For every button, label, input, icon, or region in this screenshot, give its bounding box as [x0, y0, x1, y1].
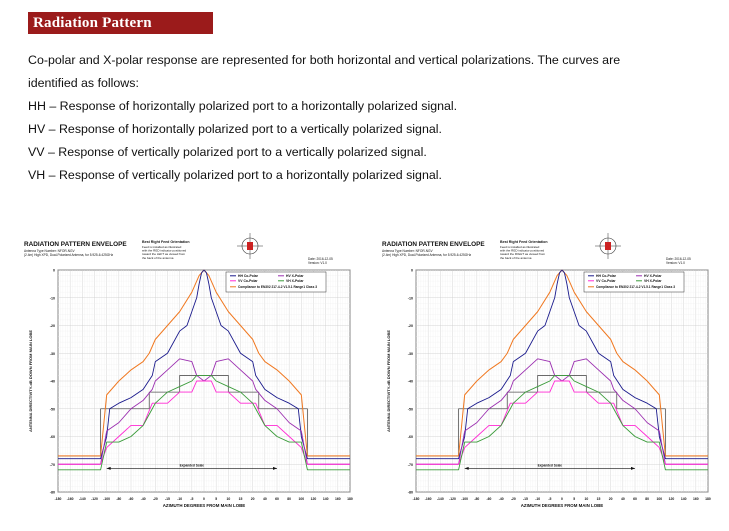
y-tick-label: -70 [407, 462, 413, 467]
x-tick-label: -15 [165, 497, 170, 501]
x-tick-label: 120 [310, 497, 317, 501]
x-tick-label: 20 [250, 497, 255, 501]
x-tick-label: 40 [262, 497, 267, 501]
x-axis-label: AZIMUTH DEGREES FROM MAIN LOBE [162, 503, 246, 508]
y-tick-label: -50 [49, 407, 55, 412]
orientation-line: Feed is installed as illustrated [142, 245, 182, 249]
y-tick-label: -20 [49, 324, 55, 328]
intro-line: identified as follows: [28, 76, 139, 90]
x-tick-label: 10 [584, 497, 589, 501]
legend-compliance: Compliance to EN302 217-4-2 V1.5.1 Range1 Class 3 [596, 285, 676, 289]
chart-svg [22, 228, 360, 510]
legend-label-hh: HH Co-Polar [596, 274, 616, 278]
x-tick-label: -180 [54, 497, 62, 501]
x-tick-label: -100 [103, 497, 111, 501]
x-tick-label: 60 [633, 497, 637, 501]
x-tick-label: 100 [298, 497, 305, 501]
y-tick-label: -60 [49, 435, 55, 439]
chart-subtitle: (2.4m) High XPD, Dual-Polarized Antenna, for 5.925-6.425GHz [24, 253, 114, 257]
intro-line-vh: VH – Response of vertically polarized port to a horizontally polarized signal. [28, 168, 442, 182]
intro-line: Co-polar and X-polar response are represented for both horizontal and vertical polarizations. The curves are [28, 53, 621, 67]
orientation-title: Best Right Feed Orientation [142, 240, 190, 244]
x-tick-label: 140 [680, 497, 687, 501]
x-tick-label: 140 [322, 497, 329, 501]
x-tick-label: -160 [424, 497, 432, 501]
y-tick-label: -10 [49, 296, 55, 301]
x-tick-label: -80 [116, 497, 122, 501]
x-tick-label: -180 [412, 497, 420, 501]
x-tick-label: -120 [449, 497, 456, 501]
x-tick-label: 0 [561, 497, 563, 501]
section-title: Radiation Pattern Envelope [28, 12, 213, 34]
x-tick-label: 180 [705, 497, 711, 501]
chart-subtitle: Antenna Type Number: NFOR-NGV [382, 249, 433, 253]
y-tick-label: -60 [407, 435, 413, 439]
x-tick-label: 80 [645, 497, 650, 501]
y-tick-label: -70 [49, 462, 55, 467]
x-tick-label: -10 [177, 497, 183, 501]
x-tick-label: 0 [203, 497, 205, 501]
x-tick-label: -160 [66, 497, 74, 501]
x-tick-label: 120 [668, 497, 675, 501]
x-tick-label: -5 [548, 497, 552, 501]
x-tick-label: 15 [238, 497, 243, 501]
y-axis-label: ANTENNA DIRECTIVITY-dB DOWN FROM MAIN LOBE [386, 329, 391, 433]
y-tick-label: -30 [407, 351, 413, 356]
y-tick-label: -40 [407, 379, 413, 384]
intro-line-vv: VV – Response of vertically polarized port to a vertically polarized signal. [28, 145, 427, 159]
x-tick-label: -40 [140, 497, 146, 501]
x-tick-label: 40 [620, 497, 625, 501]
y-tick-label: -80 [49, 490, 55, 495]
x-tick-label: -120 [91, 497, 98, 501]
intro-line-hv: HV – Response of horizontally polarized port to a vertically polarized signal. [28, 122, 442, 136]
feed-orientation-icon [237, 233, 263, 259]
x-tick-label: 160 [692, 497, 699, 501]
x-tick-label: 5 [215, 497, 218, 501]
legend-compliance: Compliance to EN302 217-4-2 V1.5.1 Range1 Class 3 [238, 285, 318, 289]
feed-orientation-icon [595, 233, 621, 259]
chart-title: RADIATION PATTERN ENVELOPE [382, 241, 485, 248]
feed-indicator [247, 242, 253, 250]
legend-label-hh: HH Co-Polar [238, 274, 258, 278]
legend [584, 272, 684, 292]
intro-text [28, 49, 698, 187]
orientation-line: with the RED indicator positioned [142, 248, 187, 253]
x-tick-label: -140 [436, 497, 444, 501]
x-tick-label: -60 [486, 497, 492, 501]
x-tick-label: -20 [152, 497, 158, 501]
y-tick-label: 0 [53, 268, 55, 273]
x-tick-label: -40 [498, 497, 504, 501]
legend-label-vv: VV Co-Polar [596, 279, 616, 283]
legend [226, 272, 326, 292]
chart-subtitle: Antenna Type Number: NFOR-NGV [24, 249, 75, 253]
y-tick-label: 0 [411, 268, 413, 273]
orientation-title: Best Right Feed Orientation [500, 240, 548, 244]
y-tick-label: -40 [49, 379, 55, 384]
chart-version: Version: V1.0 [666, 261, 685, 265]
x-tick-label: -15 [523, 497, 528, 501]
chart-date: Date: 2016-12-05 [308, 257, 333, 261]
x-tick-label: -80 [474, 497, 480, 501]
x-tick-label: 160 [334, 497, 341, 501]
orientation-line: toward the LEFT as viewed from [142, 252, 186, 257]
y-axis-label: ANTENNA DIRECTIVITY-dB DOWN FROM MAIN LOBE [28, 329, 33, 433]
x-tick-label: 5 [573, 497, 576, 501]
y-tick-label: -10 [407, 296, 413, 301]
intro-line-hh: HH – Response of horizontally polarized port to a horizontally polarized signal. [28, 99, 458, 113]
legend-label-hv: HV X-Polar [644, 274, 662, 278]
x-tick-label: 80 [287, 497, 292, 501]
orientation-line: Feed is installed as illustrated [500, 245, 540, 249]
x-tick-label: -140 [78, 497, 86, 501]
chart-version: Version: V1.0 [308, 261, 327, 265]
legend-label-vv: VV Co-Polar [238, 279, 258, 283]
x-tick-label: 10 [226, 497, 231, 501]
y-tick-label: -80 [407, 490, 413, 495]
chart-title: RADIATION PATTERN ENVELOPE [24, 241, 127, 248]
chart-date: Date: 2016-12-05 [666, 257, 691, 261]
expanded-scale-label: Expanded Scale [537, 463, 563, 468]
x-axis-label: AZIMUTH DEGREES FROM MAIN LOBE [520, 503, 604, 508]
legend-label-vh: VH X-Polar [644, 279, 662, 283]
radiation-pattern-chart-left [22, 228, 360, 510]
y-tick-label: -50 [407, 407, 413, 412]
feed-indicator [605, 242, 611, 250]
x-tick-label: 180 [347, 497, 353, 501]
x-tick-label: 60 [275, 497, 279, 501]
legend-label-hv: HV X-Polar [286, 274, 304, 278]
expanded-scale-label: Expanded Scale [179, 463, 205, 468]
chart-subtitle: (2.4m) High XPD, Dual-Polarized Antenna, for 5.925-6.425GHz [382, 253, 472, 257]
x-tick-label: -60 [128, 497, 134, 501]
orientation-line: with the RED indicator positioned [500, 248, 545, 253]
x-tick-label: -5 [190, 497, 194, 501]
x-tick-label: 20 [608, 497, 613, 501]
radiation-pattern-chart-right [380, 228, 718, 510]
x-tick-label: -10 [535, 497, 541, 501]
orientation-line: toward the RIGHT as viewed from [500, 252, 546, 257]
orientation-line: the back of the antenna [500, 255, 532, 260]
legend-label-vh: VH X-Polar [286, 279, 304, 283]
x-tick-label: 100 [656, 497, 663, 501]
x-tick-label: -100 [461, 497, 469, 501]
y-tick-label: -20 [407, 324, 413, 328]
orientation-line: the back of the antenna [142, 255, 174, 260]
y-tick-label: -30 [49, 351, 55, 356]
x-tick-label: -20 [510, 497, 516, 501]
x-tick-label: 15 [596, 497, 601, 501]
chart-svg [380, 228, 718, 510]
